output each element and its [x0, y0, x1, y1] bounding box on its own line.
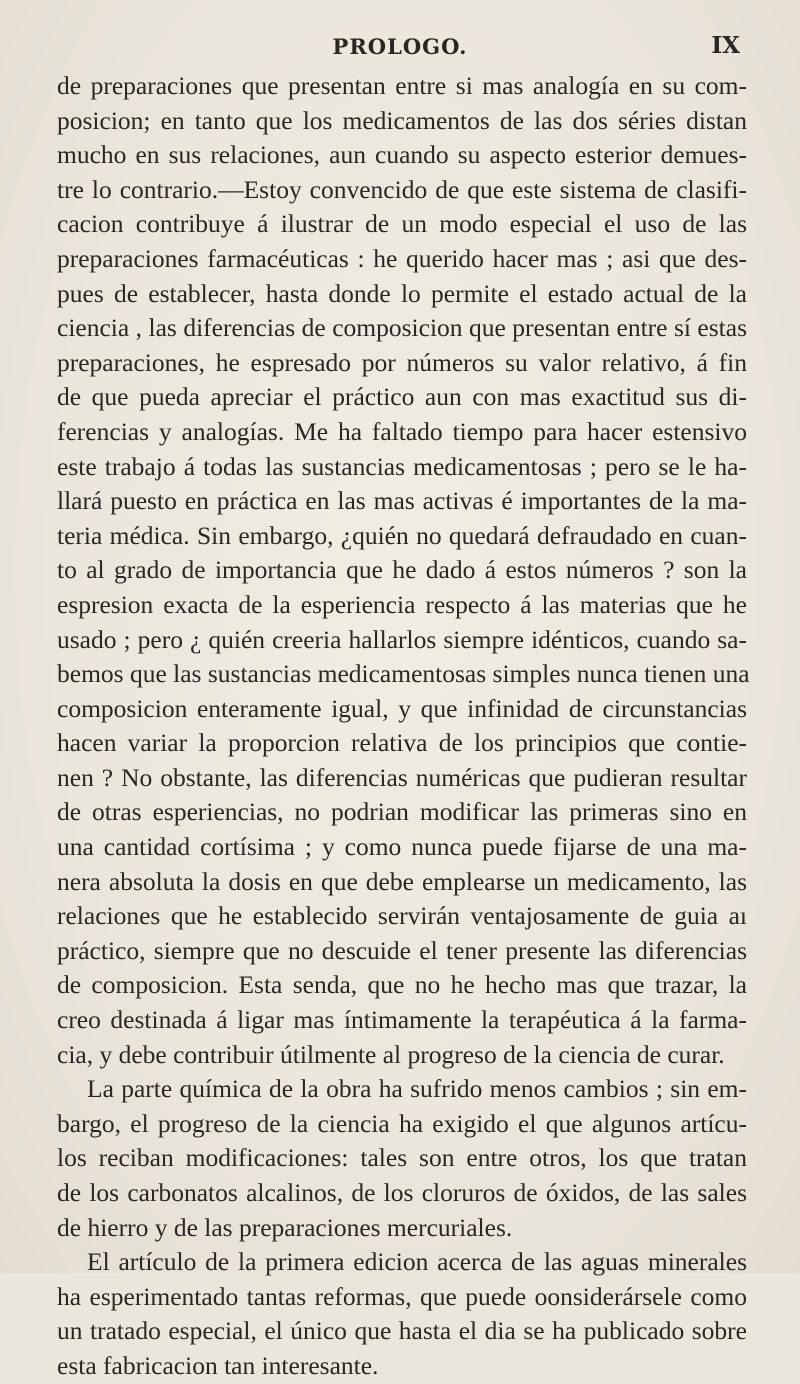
text-line: esta fabricacion tan interesante.: [57, 1350, 379, 1380]
text-line: nera absoluta la dosis en que debe emplearse un medicamento, las: [57, 866, 747, 896]
paragraph: [57, 1072, 747, 1245]
text-line: El artículo de la primera edicion acerca de las aguas minerales: [87, 1247, 747, 1277]
text-line: ferencias y analogías. Me ha faltado tiempo para hacer estensivo: [57, 416, 747, 446]
text-line: un tratado especial, el único que hasta el dia se ha publicado sobre: [57, 1316, 747, 1346]
text-line: posicion; en tanto que los medicamentos de las dos séries distan: [57, 105, 747, 135]
body-text: [57, 69, 750, 1384]
text-line: mucho en sus relaciones, aun cuando su aspecto esterior demues-: [57, 140, 747, 170]
text-line: preparaciones, he espresado por números su valor relativo, á fin: [57, 347, 747, 377]
text-line: nen ? No obstante, las diferencias numéricas que pudieran resultar: [57, 762, 747, 792]
page-header: [0, 20, 800, 60]
running-head: PROLOGO.: [332, 34, 468, 59]
text-line: ciencia , las diferencias de composicion que presentan entre sí estas: [57, 313, 747, 343]
text-line: de otras esperiencias, no podrian modificar las primeras sino en: [57, 797, 747, 827]
text-line: composicion enteramente igual, y que infinidad de circunstancias: [57, 693, 747, 723]
text-line: de composicion. Esta senda, que no he hecho mas que trazar, la: [57, 970, 747, 1000]
page-number: IX: [711, 32, 740, 59]
text-line: teria médica. Sin embargo, ¿quién no quedará defraudado en cuan-: [57, 520, 747, 550]
text-line: creo destinada á ligar mas íntimamente la terapéutica á la farma-: [57, 1005, 747, 1035]
text-line: espresion exacta de la esperiencia respecto á las materias que he: [57, 589, 747, 619]
text-line: cacion contribuye á ilustrar de un modo especial el uso de las: [57, 209, 747, 239]
text-line: bargo, el progreso de la ciencia ha exigido el que algunos artícu-: [57, 1108, 747, 1138]
text-line: La parte química de la obra ha sufrido menos cambios ; sin em-: [87, 1074, 747, 1104]
paragraph: [57, 1245, 747, 1383]
text-line: tre lo contrario.—Estoy convencido de que este sistema de clasifi-: [57, 174, 747, 204]
text-line: preparaciones farmacéuticas : he querido hacer mas ; asi que des-: [57, 243, 747, 273]
text-line: una cantidad cortísima ; y como nunca puede fijarse de una ma-: [57, 832, 747, 862]
text-line: pues de establecer, hasta donde lo permite el estado actual de la: [57, 278, 747, 308]
text-line: llará puesto en práctica en las mas activas é importantes de la ma-: [57, 486, 747, 516]
text-line: cia, y debe contribuir útilmente al progreso de la ciencia de curar.: [57, 1039, 725, 1069]
text-line: de hierro y de las preparaciones mercuriales.: [57, 1212, 513, 1242]
text-line: práctico, siempre que no descuide el tener presente las diferencias: [57, 935, 747, 965]
text-line: to al grado de importancia que he dado á estos números ? son la: [57, 555, 747, 585]
text-line: de preparaciones que presentan entre si mas analogía en su com-: [57, 71, 747, 100]
paragraph: [57, 69, 750, 1072]
text-line: de los carbonatos alcalinos, de los cloruros de óxidos, de las sales: [57, 1178, 747, 1207]
text-line: relaciones que he establecido servirán ventajosamente de guia aı: [57, 901, 747, 931]
text-line: usado ; pero ¿ quién creeria hallarlos siempre idénticos, cuando sa-: [57, 624, 747, 654]
text-line: los reciban modificaciones: tales son entre otros, los que tratan: [57, 1143, 747, 1173]
text-line: hacen variar la proporcion relativa de los principios que contie-: [57, 728, 747, 758]
text-line: ha esperimentado tantas reformas, que puede oonsiderársele como: [57, 1281, 747, 1311]
text-line: de que pueda apreciar el práctico aun con mas exactitud sus di-: [57, 382, 747, 412]
text-line: bemos que las sustancias medicamentosas simples nunca tienen una: [57, 659, 750, 689]
text-line: este trabajo á todas las sustancias medicamentosas ; pero se le ha-: [57, 451, 747, 481]
